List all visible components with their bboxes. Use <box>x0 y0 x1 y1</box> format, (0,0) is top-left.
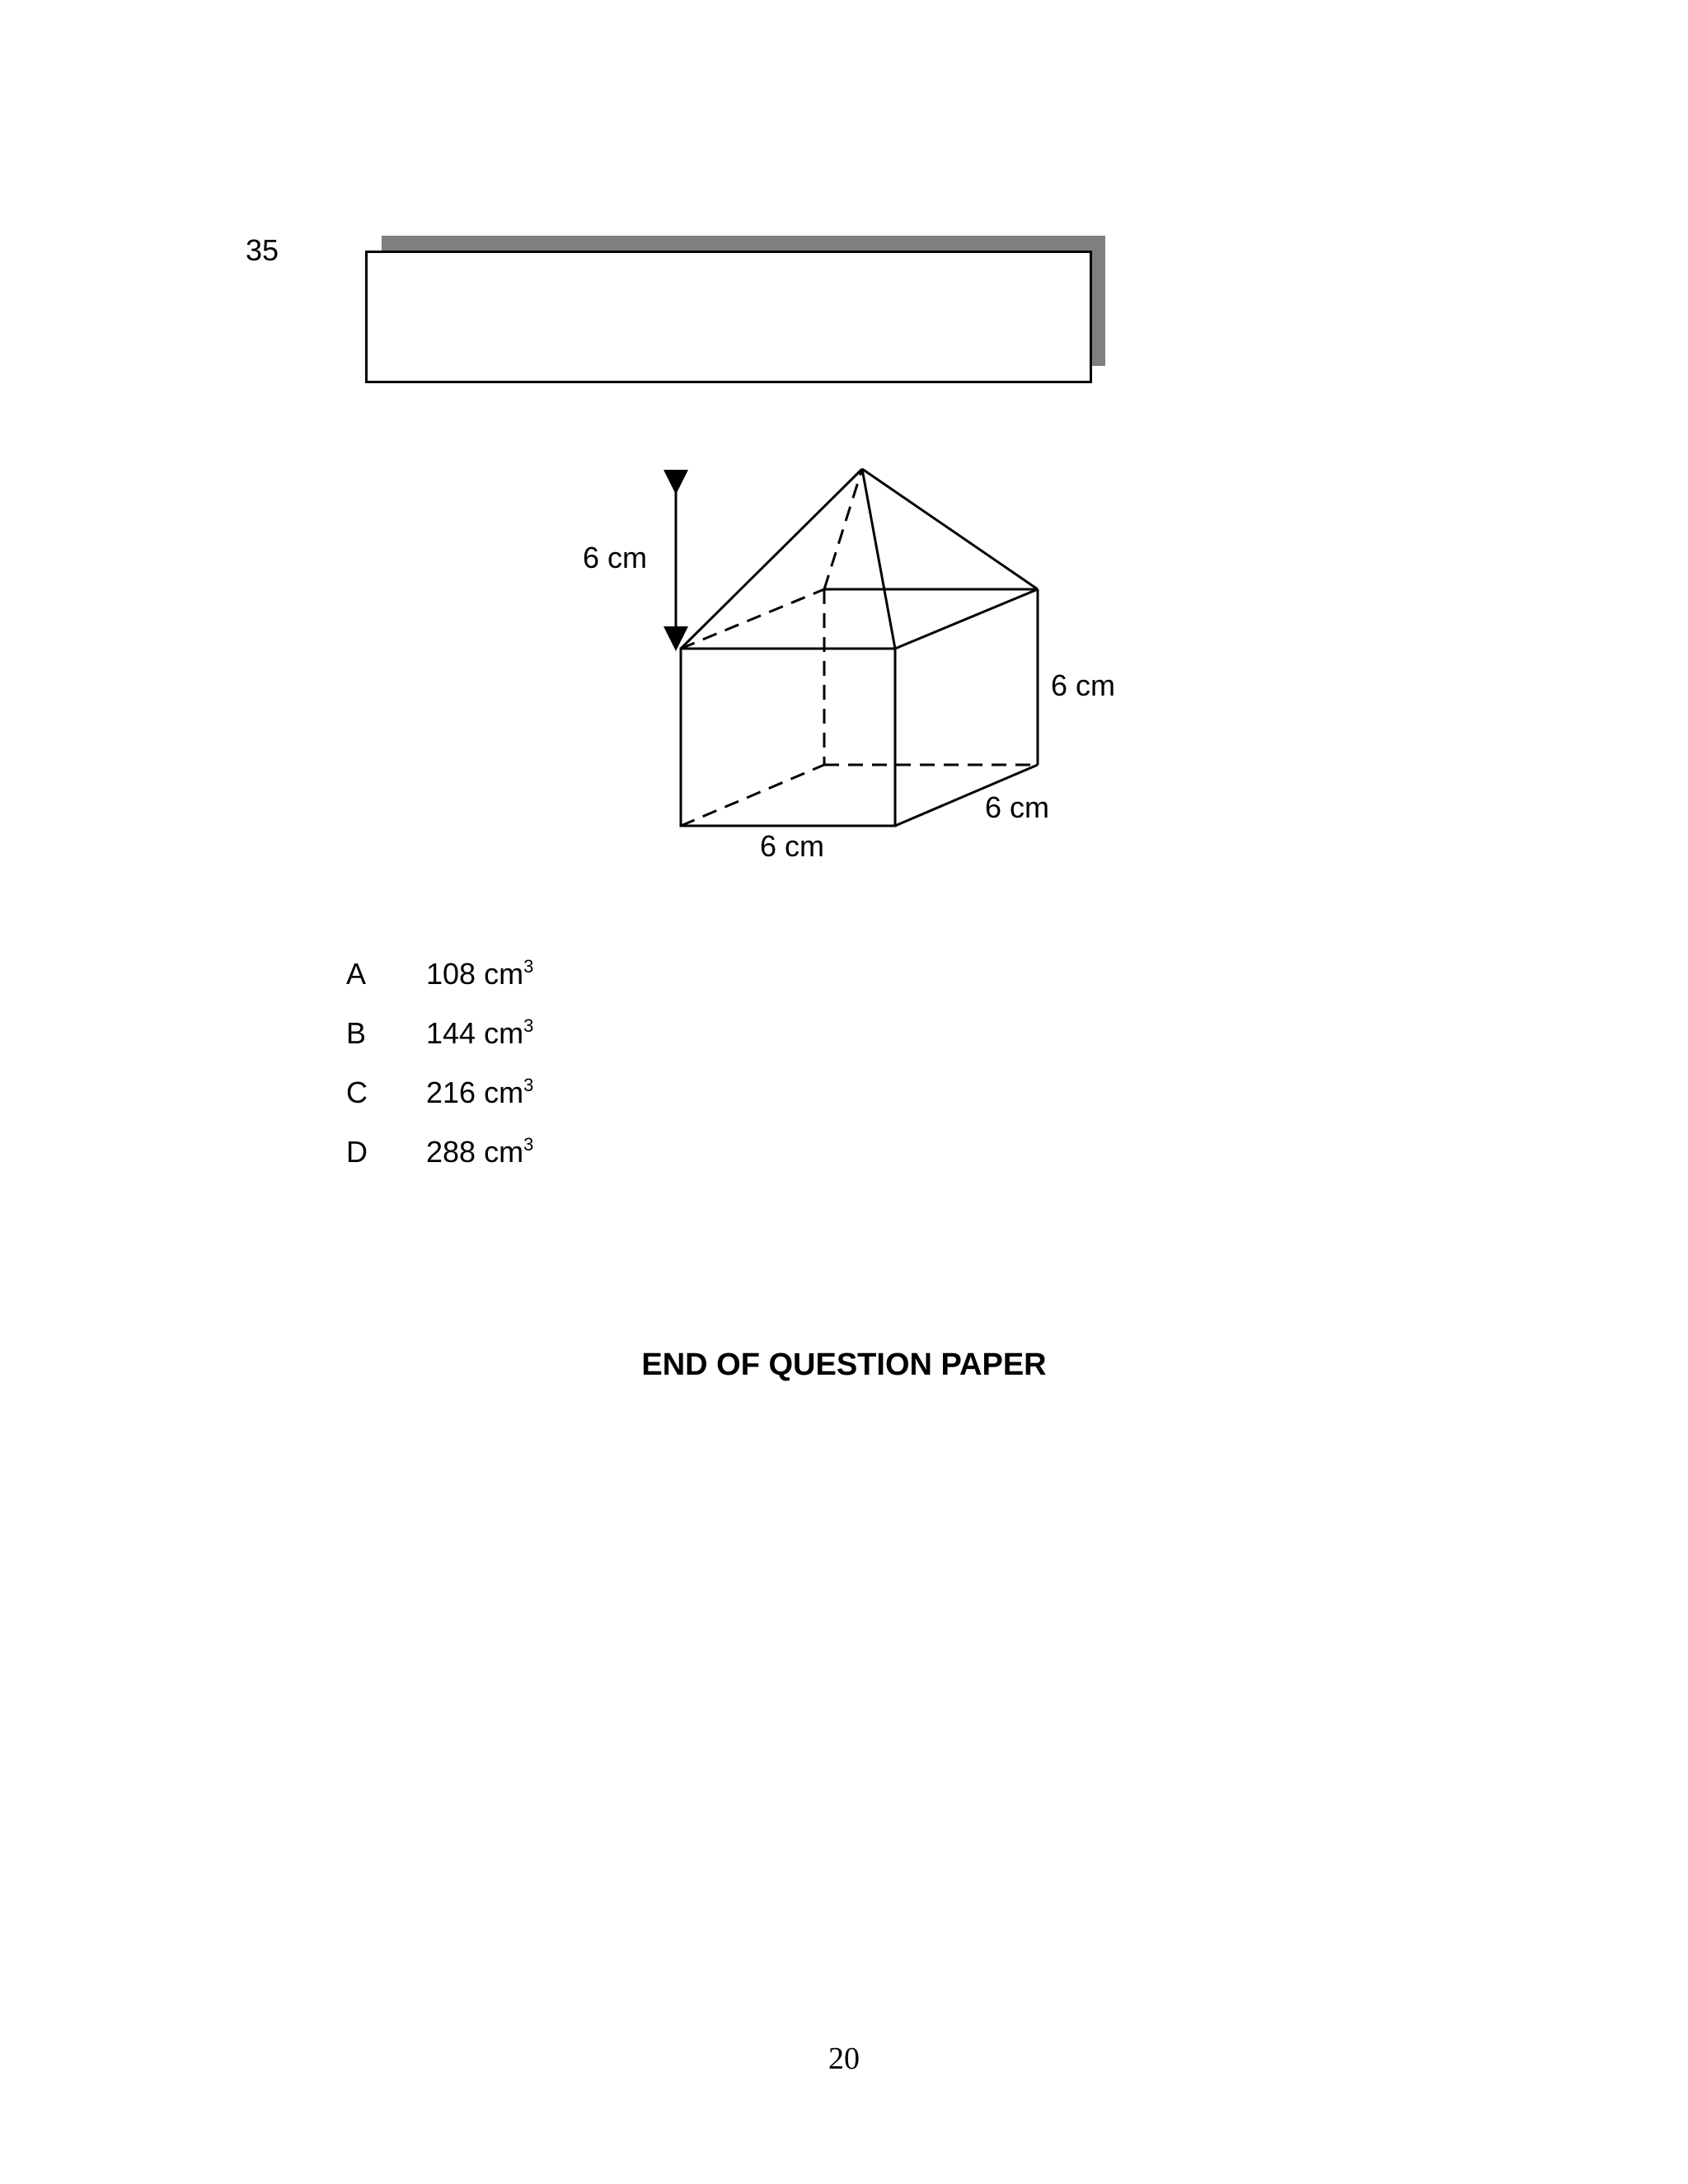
option-letter: A <box>346 957 367 991</box>
option-superscript: 3 <box>523 1015 534 1036</box>
cuboid-pyramid-figure <box>0 0 1688 907</box>
option-value-text: 144 cm <box>426 1016 524 1050</box>
option-value <box>426 956 533 992</box>
option-d <box>346 1134 923 1193</box>
option-letter: D <box>346 1135 368 1169</box>
option-b <box>346 1015 923 1075</box>
page-number: 20 <box>828 2041 860 2076</box>
option-value-text: 288 cm <box>426 1135 524 1169</box>
option-superscript: 3 <box>523 1134 534 1155</box>
cuboid-front-face <box>681 649 895 826</box>
option-c <box>346 1075 923 1134</box>
cuboid-top-right-edge <box>895 589 1038 649</box>
question-number: 35 <box>246 233 279 267</box>
option-value-text: 108 cm <box>426 957 524 991</box>
option-value-text: 216 cm <box>426 1076 524 1109</box>
height-label: 6 cm <box>583 541 648 574</box>
base-label: 6 cm <box>760 829 825 863</box>
option-letter: C <box>346 1076 368 1109</box>
option-value <box>426 1015 533 1052</box>
depth-label: 6 cm <box>985 790 1050 824</box>
pyramid-edge-front-right <box>862 469 895 649</box>
option-superscript: 3 <box>523 956 534 977</box>
option-a <box>346 956 923 1015</box>
answer-options <box>346 956 923 1193</box>
right-edge-label: 6 cm <box>1051 668 1116 702</box>
end-of-paper-title: END OF QUESTION PAPER <box>641 1347 1047 1382</box>
hidden-bottom-left-edge <box>681 765 824 826</box>
hidden-top-left-edge <box>681 589 824 649</box>
option-superscript: 3 <box>523 1075 534 1095</box>
pyramid-edge-back-right <box>862 469 1038 589</box>
option-letter: B <box>346 1016 367 1050</box>
option-value <box>426 1075 533 1111</box>
option-value <box>426 1134 533 1170</box>
